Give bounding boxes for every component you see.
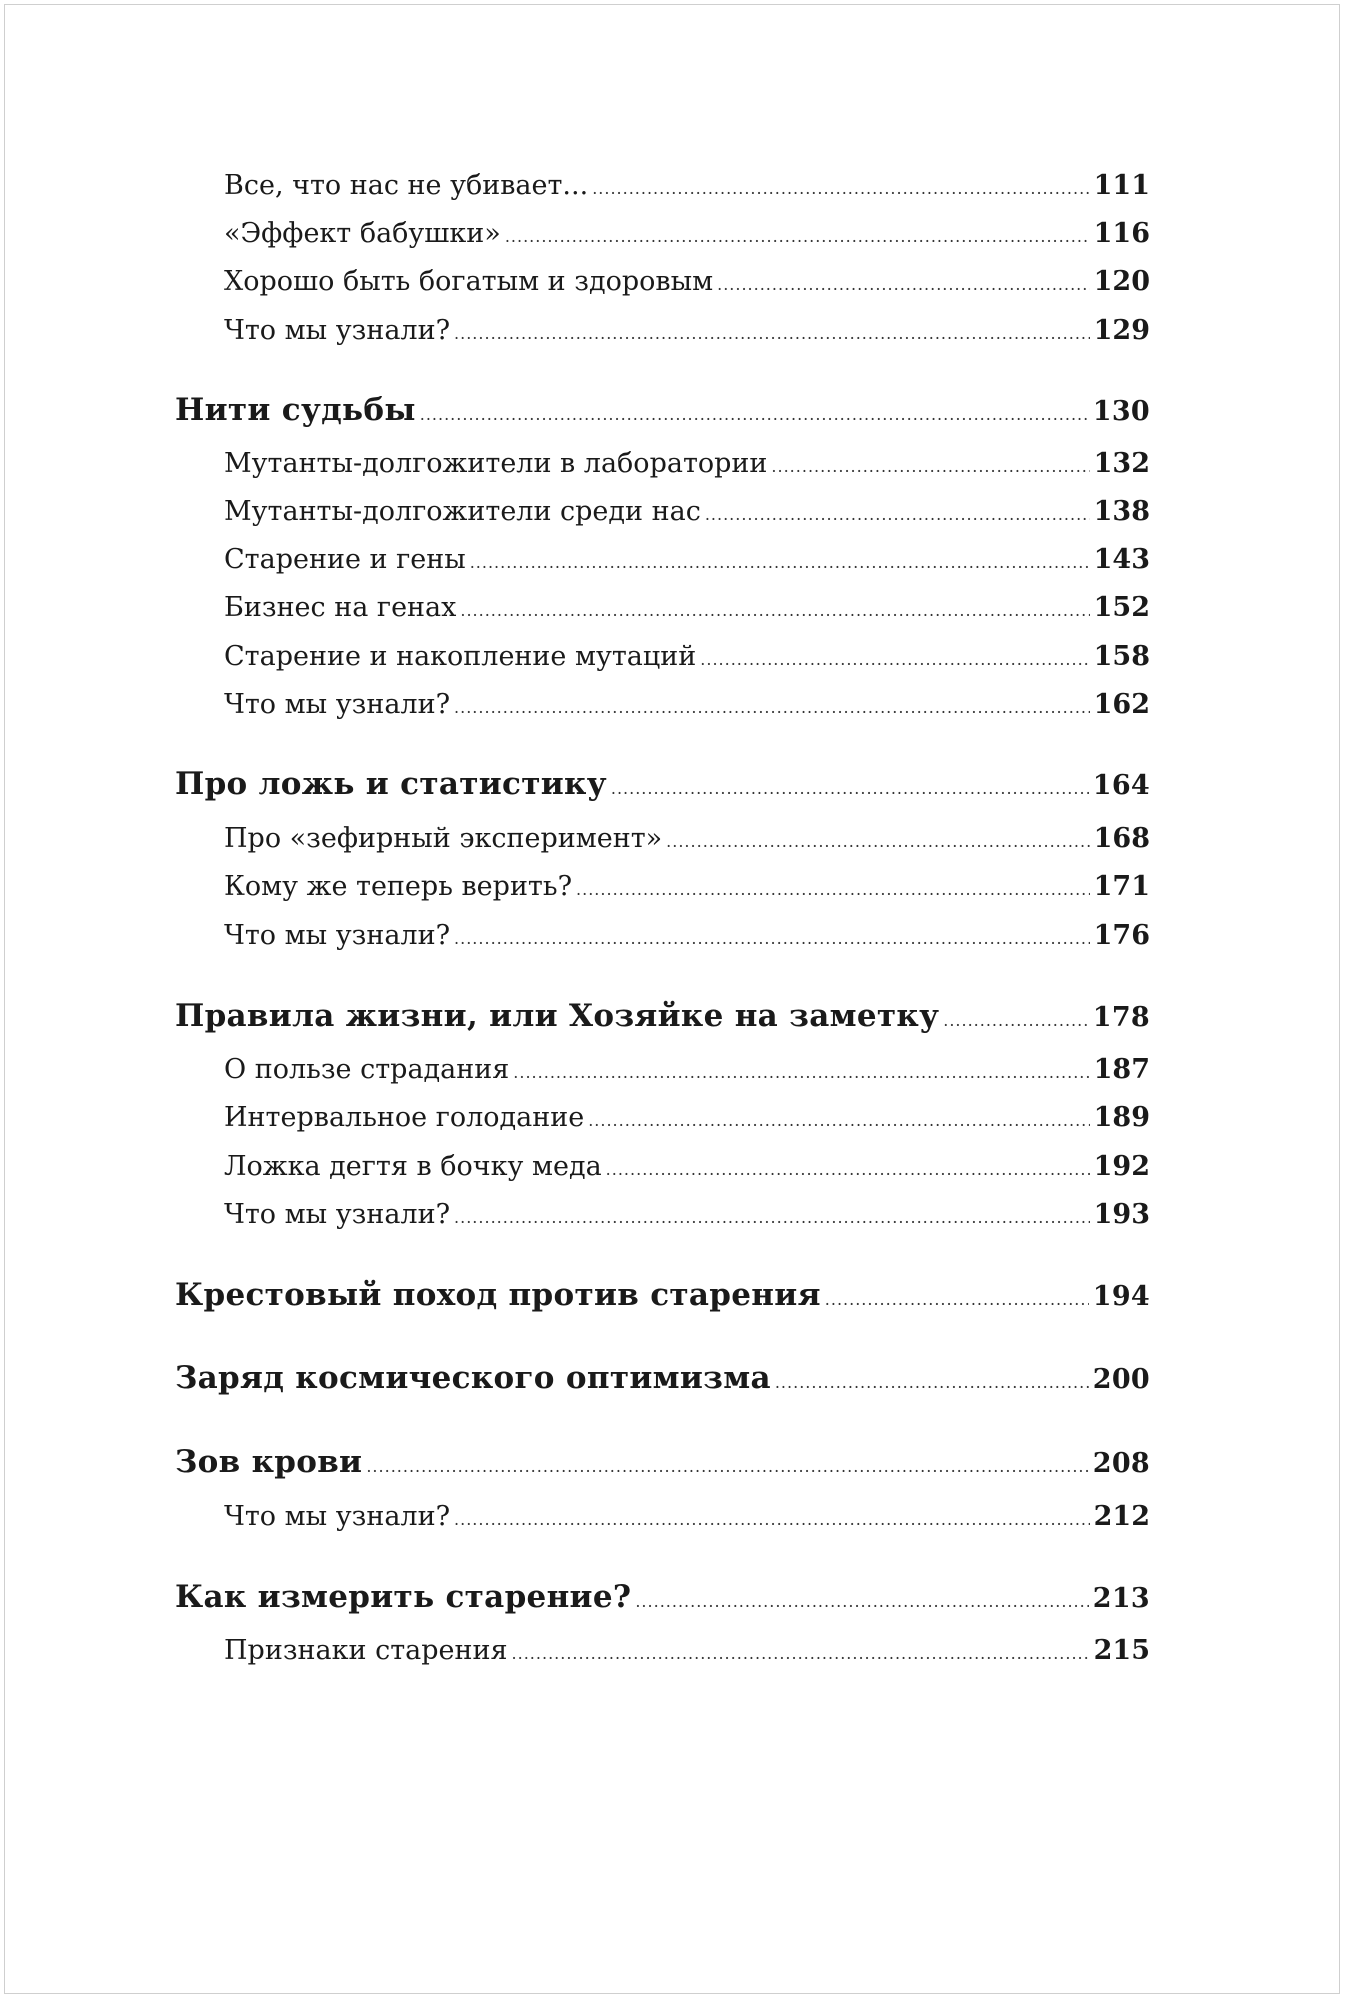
dot-leader [705,505,1090,524]
dot-leader [588,1111,1089,1130]
dot-leader [825,1290,1089,1309]
toc-entry-page: 129 [1093,315,1150,346]
toc-chapter[interactable] [175,1360,1150,1396]
toc-chapter[interactable] [175,1277,1150,1313]
toc-entry[interactable] [224,1054,1150,1085]
toc-chapter-title: Как измерить старение? [175,1579,632,1615]
dot-leader [420,405,1089,424]
toc-chapter[interactable] [175,766,1150,802]
toc-entry[interactable] [224,592,1150,623]
toc-entry-title: Бизнес на генах [224,592,457,623]
dot-leader [592,179,1089,198]
toc-entry-page: 158 [1093,641,1150,672]
toc-entry[interactable] [224,1151,1150,1182]
dot-leader [771,457,1089,476]
toc-chapter-page: 178 [1092,1002,1150,1033]
toc-entry-page: 143 [1093,544,1150,575]
toc-chapter-page: 213 [1092,1583,1150,1614]
toc-entry-title: Мутанты-долгожители среди нас [224,496,701,527]
toc-entry[interactable] [224,920,1150,951]
dot-leader [512,1644,1090,1663]
toc-entry-title: Что мы узнали? [224,1501,451,1532]
toc-chapter[interactable] [175,998,1150,1034]
dot-leader [513,1063,1089,1082]
toc-entry-page: 215 [1093,1635,1150,1666]
toc-entry-title: Мутанты-долгожители в лаборатории [224,448,768,479]
toc-entry[interactable] [224,315,1150,346]
toc-entry[interactable] [224,218,1150,249]
toc-entry-title: Все, что нас не убивает... [224,170,589,201]
toc-entry[interactable] [224,266,1150,297]
toc-entry-page: 132 [1093,448,1150,479]
toc-entry[interactable] [224,448,1150,479]
toc-chapter-title: Правила жизни, или Хозяйке на заметку [175,998,940,1034]
toc-entry-title: Хорошо быть богатым и здоровым [224,266,714,297]
toc-chapter[interactable] [175,392,1150,428]
dot-leader [454,324,1090,343]
toc-entry-title: Старение и накопление мутаций [224,641,697,672]
toc-entry-title: Признаки старения [224,1635,508,1666]
toc-chapter-page: 130 [1092,396,1150,427]
toc-chapter-page: 208 [1092,1448,1150,1479]
dot-leader [666,832,1089,851]
toc-entry[interactable] [224,1501,1150,1532]
toc-chapter-page: 194 [1092,1281,1150,1312]
dot-leader [454,929,1090,948]
toc-chapter-title: Крестовый поход против старения [175,1277,821,1313]
dot-leader [606,1160,1090,1179]
dot-leader [576,880,1090,899]
dot-leader [454,698,1090,717]
toc-entry[interactable] [224,823,1150,854]
toc-chapter-title: Заряд космического оптимизма [175,1360,771,1396]
toc-entry-page: 193 [1093,1199,1150,1230]
toc-entry-title: Что мы узнали? [224,689,451,720]
dot-leader [635,1592,1088,1611]
dot-leader [366,1457,1088,1476]
dot-leader [470,553,1090,572]
dot-leader [611,779,1089,798]
toc-chapter-title: Нити судьбы [175,392,416,428]
toc-entry-page: 189 [1093,1102,1150,1133]
toc-entry-title: О пользе страдания [224,1054,510,1085]
toc-entry[interactable] [224,1635,1150,1666]
dot-leader [943,1011,1089,1030]
toc-entry-page: 176 [1093,920,1150,951]
toc-entry-page: 168 [1093,823,1150,854]
toc-entry-page: 187 [1093,1054,1150,1085]
toc-entry-title: Старение и гены [224,544,466,575]
toc-entry-page: 152 [1093,592,1150,623]
toc-entry-page: 120 [1093,266,1150,297]
toc-entry[interactable] [224,1199,1150,1230]
toc-entry[interactable] [224,1102,1150,1133]
toc-chapter-title: Зов крови [175,1444,363,1480]
toc-entry[interactable] [224,641,1150,672]
toc-entry-title: Интервальное голодание [224,1102,585,1133]
dot-leader [505,227,1090,246]
toc-chapter-title: Про ложь и статистику [175,766,607,802]
toc-entry-title: Что мы узнали? [224,1199,451,1230]
toc-entry-title: Про «зефирный эксперимент» [224,823,663,854]
toc-entry[interactable] [224,871,1150,902]
toc-chapter-page: 200 [1092,1364,1150,1395]
toc-entry[interactable] [224,544,1150,575]
toc-entry-title: Кому же теперь верить? [224,871,573,902]
dot-leader [717,275,1090,294]
toc-chapter[interactable] [175,1579,1150,1615]
toc-entry-title: «Эффект бабушки» [224,218,501,249]
toc-entry-page: 171 [1093,871,1150,902]
toc-entry-page: 138 [1093,496,1150,527]
toc-entry[interactable] [224,496,1150,527]
dot-leader [454,1510,1090,1529]
dot-leader [775,1373,1089,1392]
toc-entry-title: Ложка дегтя в бочку меда [224,1151,602,1182]
toc-chapter[interactable] [175,1444,1150,1480]
dot-leader [460,601,1089,620]
toc-entry-page: 162 [1093,689,1150,720]
toc-entry-page: 116 [1093,218,1150,249]
dot-leader [700,650,1089,669]
toc-entry[interactable] [224,689,1150,720]
toc-entry-title: Что мы узнали? [224,920,451,951]
toc-entry-title: Что мы узнали? [224,315,451,346]
toc-entry-page: 111 [1093,170,1150,201]
toc-chapter-page: 164 [1092,770,1150,801]
toc-entry-page: 212 [1093,1501,1150,1532]
toc-entry-page: 192 [1093,1151,1150,1182]
dot-leader [454,1208,1090,1227]
toc-entry[interactable] [224,170,1150,201]
